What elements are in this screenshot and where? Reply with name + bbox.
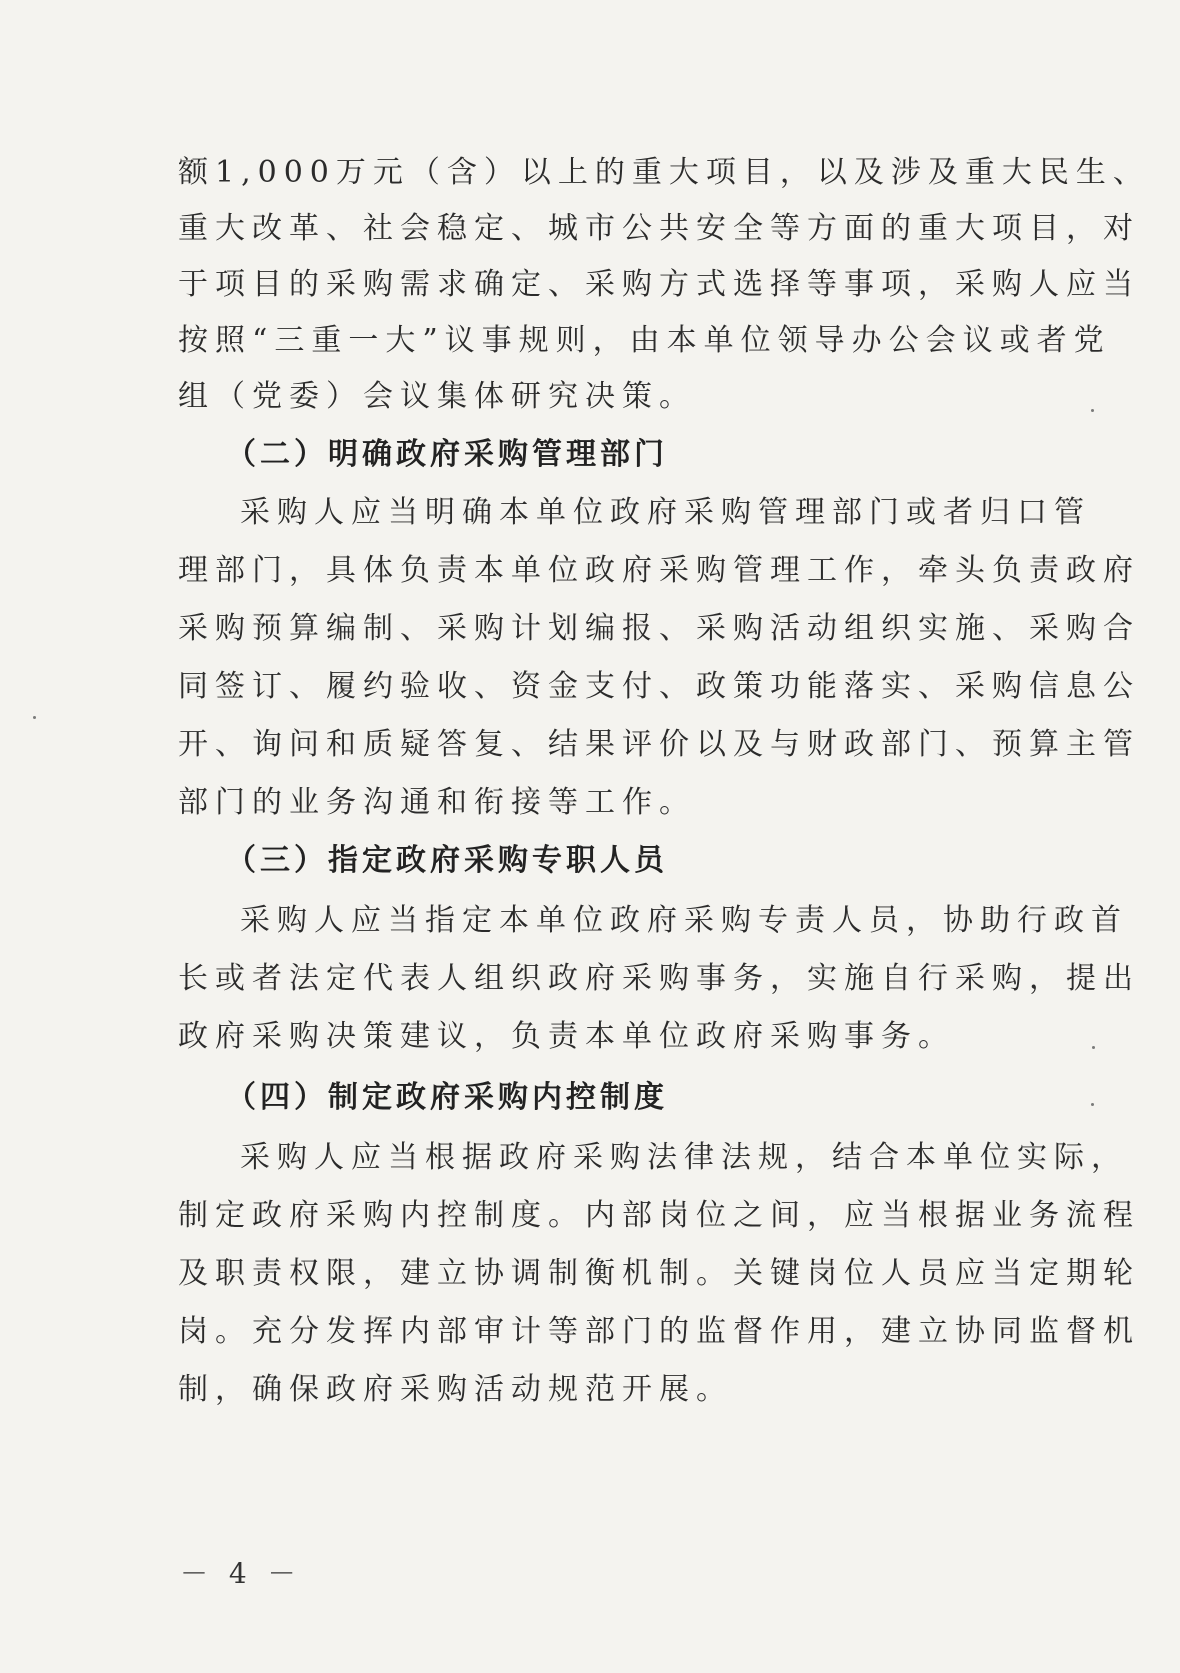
paragraph-line: 及职责权限，建立协调制衡机制。关键岗位人员应当定期轮 <box>178 1256 1140 1291</box>
paragraph-line: 政府采购决策建议，负责本单位政府采购事务。 <box>178 1019 955 1054</box>
paragraph-line: 于项目的采购需求确定、采购方式选择等事项，采购人应当 <box>178 267 1140 302</box>
paragraph-line: 长或者法定代表人组织政府采购事务，实施自行采购，提出 <box>178 961 1140 996</box>
page-number: － 4 － <box>180 1557 302 1590</box>
paragraph-line: 开、询问和质疑答复、结果评价以及与财政部门、预算主管 <box>178 727 1140 762</box>
scan-speck <box>1091 1103 1094 1106</box>
scan-speck <box>1091 409 1094 412</box>
section-heading: （二）明确政府采购管理部门 <box>226 437 668 472</box>
paragraph-line: 采购人应当指定本单位政府采购专责人员，协助行政首 <box>240 903 1128 938</box>
section-heading: （四）制定政府采购内控制度 <box>226 1080 668 1115</box>
paragraph-line: 部门的业务沟通和衔接等工作。 <box>178 785 696 820</box>
paragraph-line: 采购人应当根据政府采购法律法规，结合本单位实际， <box>240 1140 1128 1175</box>
scan-speck <box>1092 1046 1095 1049</box>
paragraph-line: 采购人应当明确本单位政府采购管理部门或者归口管 <box>240 495 1091 530</box>
paragraph-line: 按照“三重一大”议事规则，由本单位领导办公会议或者党 <box>178 323 1111 358</box>
paragraph-line: 理部门，具体负责本单位政府采购管理工作，牵头负责政府 <box>178 553 1140 588</box>
section-heading: （三）指定政府采购专职人员 <box>226 843 668 878</box>
paragraph-line: 同签订、履约验收、资金支付、政策功能落实、采购信息公 <box>178 669 1140 704</box>
paragraph-line: 重大改革、社会稳定、城市公共安全等方面的重大项目，对 <box>178 211 1140 246</box>
paragraph-line: 制定政府采购内控制度。内部岗位之间，应当根据业务流程 <box>178 1198 1140 1233</box>
paragraph-line: 采购预算编制、采购计划编报、采购活动组织实施、采购合 <box>178 611 1140 646</box>
paragraph-line: 岗。充分发挥内部审计等部门的监督作用，建立协同监督机 <box>178 1314 1140 1349</box>
paragraph-line: 制，确保政府采购活动规范开展。 <box>178 1372 733 1407</box>
scan-speck <box>33 716 36 719</box>
paragraph-line: 额1,000万元（含）以上的重大项目，以及涉及重大民生、 <box>178 155 1150 190</box>
paragraph-line: 组（党委）会议集体研究决策。 <box>178 379 696 414</box>
